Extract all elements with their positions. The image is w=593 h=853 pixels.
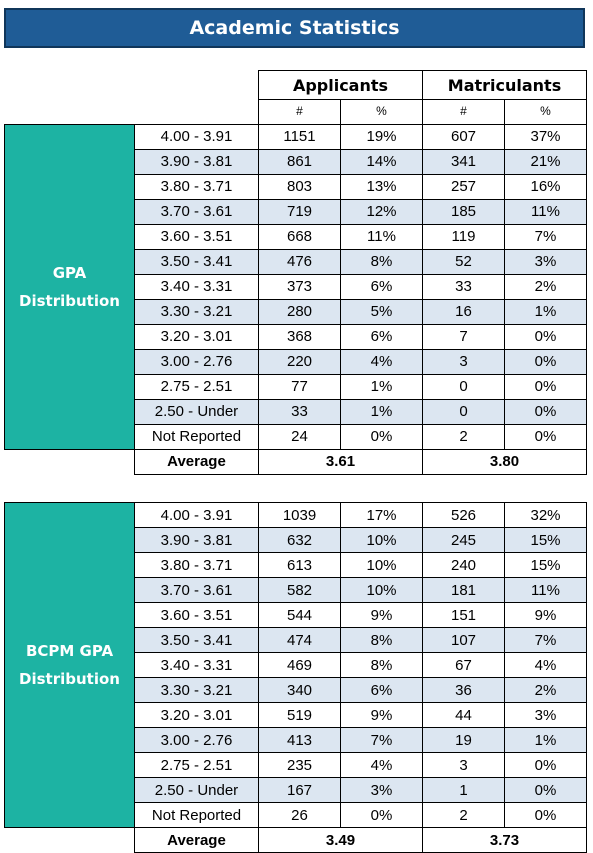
- matriculants-count-cell: 119: [423, 224, 505, 249]
- matriculants-average: 3.80: [423, 449, 587, 474]
- gpa-distribution-table: [4, 70, 587, 475]
- matriculants-percent-cell: 21%: [505, 149, 587, 174]
- matriculants-count-cell: 257: [423, 174, 505, 199]
- applicants-percent-cell: 10%: [341, 528, 423, 553]
- applicants-count-cell: 613: [259, 553, 341, 578]
- group-label-line1: GPA: [52, 263, 87, 282]
- gpa-range-cell: 2.50 - Under: [135, 778, 259, 803]
- gpa-range-cell: 3.30 - 3.21: [135, 678, 259, 703]
- matriculants-header: Matriculants: [423, 71, 587, 100]
- matriculants-percent-cell: 0%: [505, 753, 587, 778]
- applicants-percent-cell: 4%: [341, 753, 423, 778]
- header-spacer: [5, 100, 135, 125]
- applicants-percent-cell: 6%: [341, 274, 423, 299]
- applicants-count-cell: 413: [259, 728, 341, 753]
- matriculants-percent-cell: 0%: [505, 399, 587, 424]
- header-spacer: [135, 71, 259, 100]
- matriculants-percent-cell: 15%: [505, 553, 587, 578]
- matriculants-count-cell: 181: [423, 578, 505, 603]
- matriculants-count-cell: 0: [423, 399, 505, 424]
- group-label-line1: BCPM GPA: [25, 642, 114, 660]
- applicants-count-cell: 719: [259, 199, 341, 224]
- group-label: [5, 503, 135, 828]
- applicants-count-cell: 519: [259, 703, 341, 728]
- matriculants-percent-cell: 1%: [505, 299, 587, 324]
- matriculants-percent-cell: 37%: [505, 124, 587, 149]
- applicants-count-cell: 220: [259, 349, 341, 374]
- applicants-percent-cell: 12%: [341, 199, 423, 224]
- matriculants-count-cell: 3: [423, 753, 505, 778]
- matriculants-count-cell: 341: [423, 149, 505, 174]
- applicants-average: 3.49: [259, 828, 423, 853]
- applicants-count-cell: 26: [259, 803, 341, 828]
- applicants-count-cell: 1039: [259, 503, 341, 528]
- matriculants-percent-cell: 0%: [505, 374, 587, 399]
- matriculants-count-cell: 245: [423, 528, 505, 553]
- matriculants-percent-cell: 0%: [505, 349, 587, 374]
- gpa-range-cell: 3.20 - 3.01: [135, 703, 259, 728]
- gpa-range-cell: 3.00 - 2.76: [135, 728, 259, 753]
- gpa-range-cell: 3.00 - 2.76: [135, 349, 259, 374]
- matriculants-percent-cell: 2%: [505, 274, 587, 299]
- average-row: [5, 828, 587, 853]
- gpa-range-cell: 3.60 - 3.51: [135, 603, 259, 628]
- matriculants-percent-cell: 32%: [505, 503, 587, 528]
- applicants-percent-cell: 8%: [341, 249, 423, 274]
- matriculants-count-cell: 2: [423, 803, 505, 828]
- matriculants-count-cell: 240: [423, 553, 505, 578]
- table-row: [5, 124, 587, 149]
- gpa-range-cell: 3.80 - 3.71: [135, 174, 259, 199]
- applicants-count-cell: 476: [259, 249, 341, 274]
- bcpm-gpa-distribution-table: [4, 502, 587, 853]
- matriculants-percent-cell: 7%: [505, 628, 587, 653]
- matriculants-count-cell: 3: [423, 349, 505, 374]
- matriculants-count-cell: 16: [423, 299, 505, 324]
- applicants-count-cell: 340: [259, 678, 341, 703]
- applicants-percent-cell: 9%: [341, 603, 423, 628]
- applicants-percent-cell: 0%: [341, 803, 423, 828]
- matriculants-percent-cell: 9%: [505, 603, 587, 628]
- applicants-count-cell: 803: [259, 174, 341, 199]
- matriculants-count-cell: 52: [423, 249, 505, 274]
- matriculants-count-cell: 607: [423, 124, 505, 149]
- matriculants-percent-cell: 15%: [505, 528, 587, 553]
- applicants-percent-cell: 6%: [341, 678, 423, 703]
- applicants-count-cell: 632: [259, 528, 341, 553]
- matriculants-percent-cell: 0%: [505, 778, 587, 803]
- applicants-percent-cell: 6%: [341, 324, 423, 349]
- applicants-percent-cell: 10%: [341, 553, 423, 578]
- average-label: Average: [135, 449, 259, 474]
- applicants-percent-cell: 3%: [341, 778, 423, 803]
- applicants-count-cell: 668: [259, 224, 341, 249]
- applicants-count-cell: 368: [259, 324, 341, 349]
- average-spacer: [5, 449, 135, 474]
- applicants-percent-cell: 13%: [341, 174, 423, 199]
- gpa-range-cell: 4.00 - 3.91: [135, 503, 259, 528]
- matriculants-count-cell: 0: [423, 374, 505, 399]
- matriculants-count-cell: 36: [423, 678, 505, 703]
- matriculants-percent-cell: 3%: [505, 249, 587, 274]
- gpa-range-cell: 2.50 - Under: [135, 399, 259, 424]
- table-row: [5, 503, 587, 528]
- applicants-average: 3.61: [259, 449, 423, 474]
- matriculants-count-cell: 2: [423, 424, 505, 449]
- gpa-range-cell: 3.70 - 3.61: [135, 199, 259, 224]
- gpa-range-cell: 3.50 - 3.41: [135, 249, 259, 274]
- gpa-range-cell: 4.00 - 3.91: [135, 124, 259, 149]
- matriculants-percent-cell: 2%: [505, 678, 587, 703]
- applicants-percent-cell: 10%: [341, 578, 423, 603]
- gpa-range-cell: Not Reported: [135, 424, 259, 449]
- header-spacer: [135, 100, 259, 125]
- matriculants-percent-cell: 16%: [505, 174, 587, 199]
- applicants-percent-cell: 17%: [341, 503, 423, 528]
- applicants-percent-cell: 8%: [341, 653, 423, 678]
- matriculants-count-cell: 526: [423, 503, 505, 528]
- average-label: Average: [135, 828, 259, 853]
- applicants-count-cell: 235: [259, 753, 341, 778]
- matriculants-count-cell: 7: [423, 324, 505, 349]
- applicants-count-cell: 861: [259, 149, 341, 174]
- applicants-count-cell: 33: [259, 399, 341, 424]
- applicants-count-cell: 280: [259, 299, 341, 324]
- applicants-percent-cell: 19%: [341, 124, 423, 149]
- applicants-percent-cell: 1%: [341, 399, 423, 424]
- group-label-line2: Distribution: [19, 670, 120, 688]
- matriculants-average: 3.73: [423, 828, 587, 853]
- matriculants-count-cell: 1: [423, 778, 505, 803]
- matriculants-percent-cell: 7%: [505, 224, 587, 249]
- applicants-percent-cell: 7%: [341, 728, 423, 753]
- gpa-range-cell: 3.50 - 3.41: [135, 628, 259, 653]
- applicants-count-cell: 1151: [259, 124, 341, 149]
- applicants-count-header: #: [259, 100, 341, 125]
- gpa-range-cell: 3.70 - 3.61: [135, 578, 259, 603]
- applicants-count-cell: 373: [259, 274, 341, 299]
- applicants-percent-cell: 1%: [341, 374, 423, 399]
- matriculants-count-cell: 33: [423, 274, 505, 299]
- matriculants-percent-cell: 0%: [505, 324, 587, 349]
- gpa-range-cell: Not Reported: [135, 803, 259, 828]
- applicants-header: Applicants: [259, 71, 423, 100]
- applicants-count-cell: 77: [259, 374, 341, 399]
- applicants-count-cell: 544: [259, 603, 341, 628]
- gpa-range-cell: 2.75 - 2.51: [135, 374, 259, 399]
- applicants-count-cell: 582: [259, 578, 341, 603]
- applicants-percent-cell: 0%: [341, 424, 423, 449]
- matriculants-percent-cell: 4%: [505, 653, 587, 678]
- average-spacer: [5, 828, 135, 853]
- matriculants-percent-header: %: [505, 100, 587, 125]
- matriculants-count-cell: 151: [423, 603, 505, 628]
- matriculants-count-cell: 107: [423, 628, 505, 653]
- applicants-count-cell: 474: [259, 628, 341, 653]
- applicants-percent-cell: 14%: [341, 149, 423, 174]
- page-title: Academic Statistics: [4, 8, 585, 48]
- applicants-percent-cell: 4%: [341, 349, 423, 374]
- applicants-percent-cell: 11%: [341, 224, 423, 249]
- header-spacer: [5, 71, 135, 100]
- matriculants-count-cell: 67: [423, 653, 505, 678]
- group-label-line2: Distribution: [19, 291, 120, 310]
- applicants-count-cell: 167: [259, 778, 341, 803]
- matriculants-percent-cell: 3%: [505, 703, 587, 728]
- group-label: [5, 124, 135, 449]
- gpa-range-cell: 3.20 - 3.01: [135, 324, 259, 349]
- applicants-count-cell: 24: [259, 424, 341, 449]
- gpa-range-cell: 3.60 - 3.51: [135, 224, 259, 249]
- matriculants-count-cell: 44: [423, 703, 505, 728]
- applicants-percent-cell: 8%: [341, 628, 423, 653]
- matriculants-count-cell: 19: [423, 728, 505, 753]
- applicants-percent-cell: 9%: [341, 703, 423, 728]
- matriculants-percent-cell: 0%: [505, 803, 587, 828]
- gpa-range-cell: 3.90 - 3.81: [135, 528, 259, 553]
- applicants-count-cell: 469: [259, 653, 341, 678]
- matriculants-count-cell: 185: [423, 199, 505, 224]
- matriculants-percent-cell: 1%: [505, 728, 587, 753]
- matriculants-count-header: #: [423, 100, 505, 125]
- matriculants-percent-cell: 11%: [505, 578, 587, 603]
- gpa-range-cell: 3.80 - 3.71: [135, 553, 259, 578]
- matriculants-percent-cell: 11%: [505, 199, 587, 224]
- applicants-percent-header: %: [341, 100, 423, 125]
- average-row: [5, 449, 587, 474]
- matriculants-percent-cell: 0%: [505, 424, 587, 449]
- gpa-range-cell: 2.75 - 2.51: [135, 753, 259, 778]
- gpa-range-cell: 3.30 - 3.21: [135, 299, 259, 324]
- gpa-range-cell: 3.90 - 3.81: [135, 149, 259, 174]
- gpa-range-cell: 3.40 - 3.31: [135, 274, 259, 299]
- gpa-range-cell: 3.40 - 3.31: [135, 653, 259, 678]
- applicants-percent-cell: 5%: [341, 299, 423, 324]
